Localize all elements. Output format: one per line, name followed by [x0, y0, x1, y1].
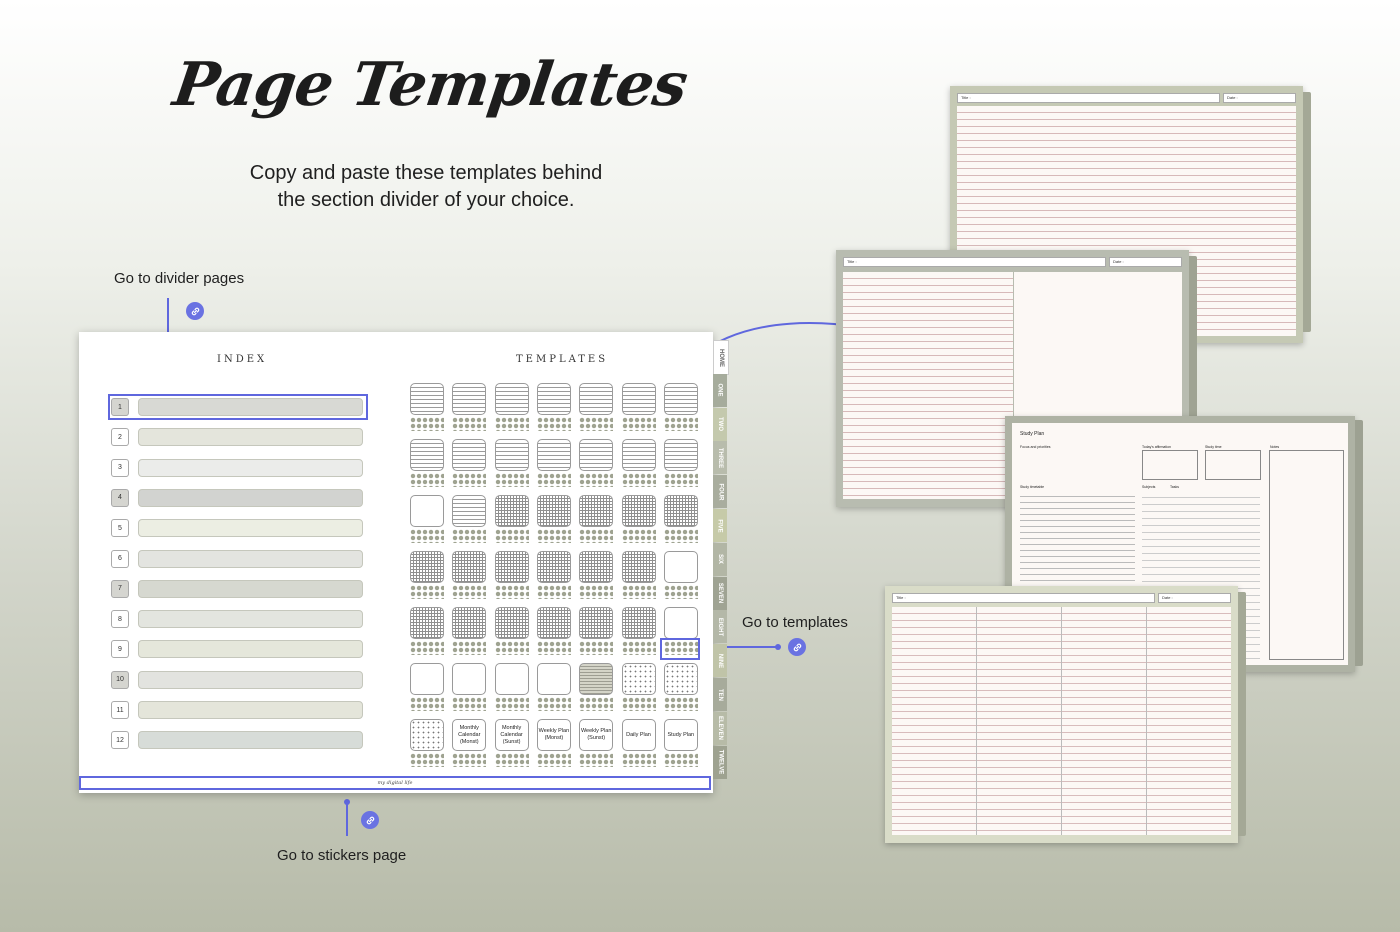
index-number: 1: [111, 398, 129, 416]
template-thumbnail[interactable]: [579, 719, 613, 751]
template-color-dots[interactable]: [452, 473, 486, 487]
study-affirmation-box: [1142, 450, 1198, 480]
study-affirmation-label: Today's affirmation: [1142, 445, 1172, 449]
template-thumbnail[interactable]: [495, 551, 529, 583]
template-thumbnail[interactable]: [537, 607, 571, 639]
template-color-dots[interactable]: [664, 529, 698, 543]
template-link-highlight[interactable]: [660, 638, 700, 660]
template-thumbnail[interactable]: [537, 551, 571, 583]
template-color-dots[interactable]: [537, 473, 571, 487]
index-row[interactable]: [111, 610, 363, 628]
index-title-field[interactable]: [138, 459, 363, 477]
section-tab-label: EIGHT: [717, 617, 723, 637]
template-color-dots[interactable]: [495, 753, 529, 767]
template-color-dots[interactable]: [664, 585, 698, 599]
study-timetable-label: Study timetable: [1020, 485, 1045, 489]
section-tab[interactable]: [713, 441, 727, 474]
index-number: 6: [111, 550, 129, 568]
preview2-ruled-column: [843, 272, 1013, 499]
template-thumbnail[interactable]: [622, 495, 656, 527]
preview1-date-field: Date :: [1223, 93, 1296, 103]
section-tab-label: TWELVE: [717, 749, 723, 775]
index-number: 3: [111, 459, 129, 477]
divider-link-icon[interactable]: [186, 302, 204, 320]
template-thumbnail[interactable]: [452, 663, 486, 695]
page-subtitle: [176, 160, 676, 214]
template-thumbnail[interactable]: [495, 663, 529, 695]
template-thumbnail[interactable]: [622, 663, 656, 695]
template-thumbnail[interactable]: [537, 663, 571, 695]
template-color-dots[interactable]: [410, 417, 444, 431]
template-thumbnail[interactable]: [664, 719, 698, 751]
template-color-dots[interactable]: [537, 753, 571, 767]
template-color-dots[interactable]: [410, 641, 444, 655]
index-number: 5: [111, 519, 129, 537]
study-plan-title: Study Plan: [1020, 431, 1045, 437]
section-tab[interactable]: [713, 475, 727, 508]
template-color-dots[interactable]: [410, 529, 444, 543]
template-thumbnail[interactable]: [410, 551, 444, 583]
template-color-dots[interactable]: [495, 417, 529, 431]
index-row[interactable]: [111, 428, 363, 446]
stickers-callout-line: [346, 802, 348, 836]
section-tab[interactable]: [713, 340, 729, 375]
template-thumbnail[interactable]: [537, 719, 571, 751]
section-tab-label: ONE: [716, 383, 723, 397]
index-title-field[interactable]: [138, 489, 363, 507]
study-notes-box: [1269, 450, 1344, 660]
preview2-date-field: Date :: [1109, 257, 1182, 267]
divider-callout-label: Go to divider pages: [114, 270, 245, 287]
template-color-dots[interactable]: [495, 529, 529, 543]
section-tab[interactable]: [713, 712, 727, 745]
templates-link-icon[interactable]: [788, 638, 806, 656]
template-thumbnail[interactable]: [622, 551, 656, 583]
index-title-field[interactable]: [138, 731, 363, 749]
template-thumbnail[interactable]: [495, 439, 529, 471]
section-tab[interactable]: [713, 509, 727, 542]
template-thumbnail[interactable]: [452, 719, 486, 751]
template-color-dots[interactable]: [495, 585, 529, 599]
template-color-dots[interactable]: [622, 473, 656, 487]
section-tab[interactable]: [713, 610, 727, 643]
template-thumbnail[interactable]: [622, 607, 656, 639]
templates-heading: TEMPLATES: [516, 354, 609, 365]
preview2-title-field: Title :: [843, 257, 1106, 267]
planner-index-page: [79, 332, 724, 793]
index-row[interactable]: [111, 459, 363, 477]
template-color-dots[interactable]: [664, 697, 698, 711]
template-thumbnail[interactable]: [495, 607, 529, 639]
template-color-dots[interactable]: [579, 641, 613, 655]
template-color-dots[interactable]: [622, 585, 656, 599]
template-color-dots[interactable]: [410, 585, 444, 599]
template-thumbnail[interactable]: [622, 439, 656, 471]
template-thumbnail[interactable]: [410, 663, 444, 695]
template-color-dots[interactable]: [622, 641, 656, 655]
index-number: 2: [111, 428, 129, 446]
index-title-field[interactable]: [138, 550, 363, 568]
template-thumbnail[interactable]: [579, 607, 613, 639]
subtitle-line-1: Copy and paste these templates behind: [249, 162, 603, 184]
index-number: 11: [111, 701, 129, 719]
preview4-checklist-grid: [892, 607, 1231, 835]
template-color-dots[interactable]: [622, 529, 656, 543]
template-color-dots[interactable]: [664, 753, 698, 767]
template-color-dots[interactable]: [495, 641, 529, 655]
template-thumbnail[interactable]: [452, 495, 486, 527]
preview4-tabs: [1238, 592, 1246, 836]
page-title: Page Templates: [169, 50, 691, 120]
study-tasks-label: Tasks: [1170, 485, 1179, 489]
template-thumbnail-label: Daily Plan: [626, 731, 651, 738]
index-row[interactable]: [111, 550, 363, 568]
study-subjects-label: Subjects: [1142, 485, 1156, 489]
template-thumbnail[interactable]: [410, 439, 444, 471]
index-row[interactable]: [111, 731, 363, 749]
index-number: 4: [111, 489, 129, 507]
template-color-dots[interactable]: [537, 585, 571, 599]
template-color-dots[interactable]: [410, 473, 444, 487]
template-color-dots[interactable]: [495, 473, 529, 487]
template-color-dots[interactable]: [579, 697, 613, 711]
template-thumbnail[interactable]: [495, 719, 529, 751]
section-tab-label: NINE: [717, 653, 723, 668]
template-thumbnail[interactable]: [579, 439, 613, 471]
index-title-field[interactable]: [138, 428, 363, 446]
template-thumbnail[interactable]: [410, 719, 444, 751]
template-color-dots[interactable]: [452, 585, 486, 599]
study-notes-label: Notes: [1270, 445, 1280, 449]
section-tab-label: THREE: [717, 447, 723, 469]
preview4-date-field: Date :: [1158, 593, 1231, 603]
stickers-footer-link[interactable]: [79, 776, 711, 790]
template-color-dots[interactable]: [579, 473, 613, 487]
template-thumbnail[interactable]: [410, 495, 444, 527]
template-color-dots[interactable]: [452, 417, 486, 431]
template-thumbnail[interactable]: [452, 551, 486, 583]
index-title-field[interactable]: [138, 519, 363, 537]
template-color-dots[interactable]: [579, 529, 613, 543]
index-number: 12: [111, 731, 129, 749]
index-number: 7: [111, 580, 129, 598]
template-color-dots[interactable]: [579, 753, 613, 767]
template-color-dots[interactable]: [537, 697, 571, 711]
template-thumbnail-label: Weekly Plan (Monst): [538, 728, 570, 741]
footer-signature: my digital life: [377, 780, 413, 786]
preview-checklist: [885, 586, 1238, 843]
template-color-dots[interactable]: [452, 529, 486, 543]
template-color-dots[interactable]: [622, 753, 656, 767]
preview3-tabs: [1355, 420, 1363, 666]
section-tab[interactable]: [713, 746, 727, 779]
template-thumbnail[interactable]: [579, 383, 613, 415]
template-color-dots[interactable]: [537, 417, 571, 431]
template-color-dots[interactable]: [579, 417, 613, 431]
templates-callout-dot: [775, 644, 781, 650]
template-color-dots[interactable]: [622, 697, 656, 711]
template-color-dots[interactable]: [537, 641, 571, 655]
index-row[interactable]: [111, 701, 363, 719]
template-thumbnail[interactable]: [579, 495, 613, 527]
template-color-dots[interactable]: [664, 473, 698, 487]
template-color-dots[interactable]: [452, 697, 486, 711]
index-title-field[interactable]: [138, 640, 363, 658]
section-tab-label: SEVEN: [717, 582, 723, 604]
template-thumbnail[interactable]: [622, 719, 656, 751]
template-thumbnail[interactable]: [579, 663, 613, 695]
preview4-title-field: Title :: [892, 593, 1155, 603]
template-thumbnail[interactable]: [452, 607, 486, 639]
template-thumbnail[interactable]: [664, 495, 698, 527]
stickers-link-icon[interactable]: [361, 811, 379, 829]
index-title-field[interactable]: [138, 671, 363, 689]
index-row[interactable]: [111, 640, 363, 658]
template-thumbnail[interactable]: [537, 495, 571, 527]
template-thumbnail[interactable]: [579, 551, 613, 583]
index-row[interactable]: [111, 519, 363, 537]
template-thumbnail[interactable]: [664, 607, 698, 639]
section-tab[interactable]: [713, 644, 727, 677]
template-thumbnail[interactable]: [664, 551, 698, 583]
section-tab-label: TEN: [717, 688, 723, 701]
section-tab[interactable]: [713, 374, 727, 407]
index-row[interactable]: [111, 580, 363, 598]
templates-callout-label: Go to templates: [742, 614, 848, 631]
template-thumbnail-label: Monthly Calendar (Monst): [458, 724, 481, 745]
template-thumbnail[interactable]: [410, 383, 444, 415]
index-title-field[interactable]: [138, 701, 363, 719]
template-color-dots[interactable]: [579, 585, 613, 599]
preview1-title-field: Title :: [957, 93, 1220, 103]
template-color-dots[interactable]: [537, 529, 571, 543]
template-thumbnail[interactable]: [537, 439, 571, 471]
template-color-dots[interactable]: [622, 417, 656, 431]
section-tab[interactable]: [713, 678, 727, 711]
section-tab[interactable]: [713, 543, 727, 576]
template-thumbnail[interactable]: [537, 383, 571, 415]
study-focus-label: Focus and priorities: [1020, 445, 1051, 449]
divider-link-highlight[interactable]: [108, 394, 368, 420]
section-tab[interactable]: [713, 577, 727, 610]
template-color-dots[interactable]: [410, 753, 444, 767]
index-row[interactable]: [111, 671, 363, 689]
section-tab-label: ELEVEN: [717, 716, 724, 741]
study-time-box: [1205, 450, 1261, 480]
template-thumbnail[interactable]: [622, 383, 656, 415]
template-thumbnail[interactable]: [410, 607, 444, 639]
template-thumbnail[interactable]: [664, 663, 698, 695]
index-heading: INDEX: [217, 354, 268, 365]
index-row[interactable]: [111, 489, 363, 507]
template-color-dots[interactable]: [495, 697, 529, 711]
template-thumbnail[interactable]: [452, 383, 486, 415]
template-thumbnail-label: Study Plan: [667, 731, 695, 738]
index-title-field[interactable]: [138, 580, 363, 598]
template-thumbnail-label: Monthly Calendar (Sunst): [500, 724, 523, 745]
subtitle-line-2: the section divider of your choice.: [277, 189, 575, 211]
template-color-dots[interactable]: [452, 753, 486, 767]
template-color-dots[interactable]: [452, 641, 486, 655]
section-tab-label: TWO: [717, 417, 723, 432]
study-time-label: Study time: [1205, 445, 1222, 449]
section-tab-label: HOME: [718, 348, 724, 367]
template-thumbnail[interactable]: [452, 439, 486, 471]
template-color-dots[interactable]: [410, 697, 444, 711]
section-tab-label: FIVE: [717, 518, 723, 533]
section-tab-label: SIX: [716, 554, 723, 565]
section-tab-label: FOUR: [717, 483, 723, 501]
template-thumbnail[interactable]: [664, 439, 698, 471]
template-thumbnail[interactable]: [495, 383, 529, 415]
preview1-tabs: [1303, 92, 1311, 332]
template-thumbnail[interactable]: [495, 495, 529, 527]
index-number: 8: [111, 610, 129, 628]
template-thumbnail[interactable]: [664, 383, 698, 415]
index-number: 10: [111, 671, 129, 689]
template-color-dots[interactable]: [664, 417, 698, 431]
stickers-callout-label: Go to stickers page: [277, 847, 407, 864]
index-number: 9: [111, 640, 129, 658]
index-title-field[interactable]: [138, 610, 363, 628]
section-tab[interactable]: [713, 408, 727, 441]
template-thumbnail-label: Weekly Plan (Sunst): [580, 728, 612, 741]
